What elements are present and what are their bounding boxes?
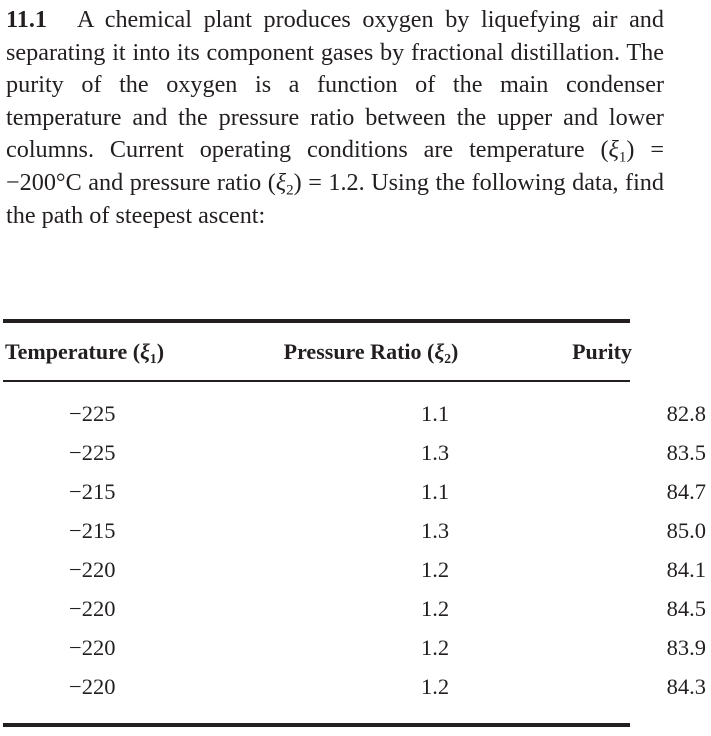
table-row (3, 472, 711, 511)
cell-temperature: −220 (69, 596, 116, 622)
cell-purity: 84.1 (666, 556, 706, 582)
header-pressure-ratio: Pressure Ratio $(\xi_2)$ (283, 338, 459, 366)
table-row (3, 550, 711, 589)
table-row (3, 511, 711, 550)
xi-symbol-2: ξ (275, 168, 287, 196)
table-row (3, 394, 711, 433)
subscript-2: 2 (286, 182, 294, 199)
cell-pressure-ratio: 1.1 (420, 478, 450, 504)
table-row (3, 629, 711, 668)
problem-text-part3: ) = 1.2. Using the following data, find the path of steepest ascent: (6, 168, 664, 229)
problem-number: 11.1 (6, 6, 47, 33)
xi-symbol-1: ξ (608, 136, 619, 164)
data-table-container (3, 319, 706, 727)
cell-purity: 83.5 (666, 439, 706, 465)
cell-pressure-ratio: 1.2 (420, 556, 450, 582)
header-temperature: Temperature $(\xi_1)$ (5, 338, 165, 366)
header-purity: Purity (572, 338, 632, 364)
cell-pressure-ratio: 1.3 (420, 439, 450, 465)
cell-temperature: −225 (69, 400, 116, 426)
cell-pressure-ratio: 1.2 (420, 674, 450, 700)
cell-purity: 84.3 (666, 674, 706, 700)
cell-pressure-ratio: 1.2 (420, 596, 450, 622)
cell-temperature: −225 (69, 439, 116, 465)
table-row (3, 433, 711, 472)
table-row (3, 668, 711, 707)
cell-temperature: −215 (69, 478, 116, 504)
cell-pressure-ratio: 1.3 (420, 517, 450, 543)
data-table-body (3, 382, 711, 707)
cell-pressure-ratio: 1.2 (420, 635, 450, 661)
cell-purity: 84.7 (666, 478, 706, 504)
problem-text-part2: ) = −200°C and pressure ratio ( (6, 136, 664, 196)
cell-temperature: −215 (69, 517, 116, 543)
data-table (3, 323, 634, 380)
cell-pressure-ratio: 1.1 (420, 400, 450, 426)
table-header-row (3, 323, 634, 380)
cell-temperature: −220 (69, 674, 116, 700)
problem-text-part1: A chemical plant produces oxygen by liquefying air and separating it into its component gases by fractional distillation. The purity of the oxygen is a function of the main condenser temperature and the pressure ratio between the upper and lower columns. Current operating conditions are temperature ( (6, 6, 664, 164)
table-row (3, 589, 711, 628)
cell-purity: 83.9 (666, 635, 706, 661)
cell-purity: 85.0 (666, 517, 706, 543)
cell-temperature: −220 (69, 635, 116, 661)
cell-purity: 84.5 (666, 596, 706, 622)
cell-purity: 82.8 (666, 400, 706, 426)
table-bottom-rule (3, 723, 630, 727)
problem-statement (6, 4, 664, 232)
cell-temperature: −220 (69, 556, 116, 582)
subscript-1: 1 (618, 149, 627, 166)
